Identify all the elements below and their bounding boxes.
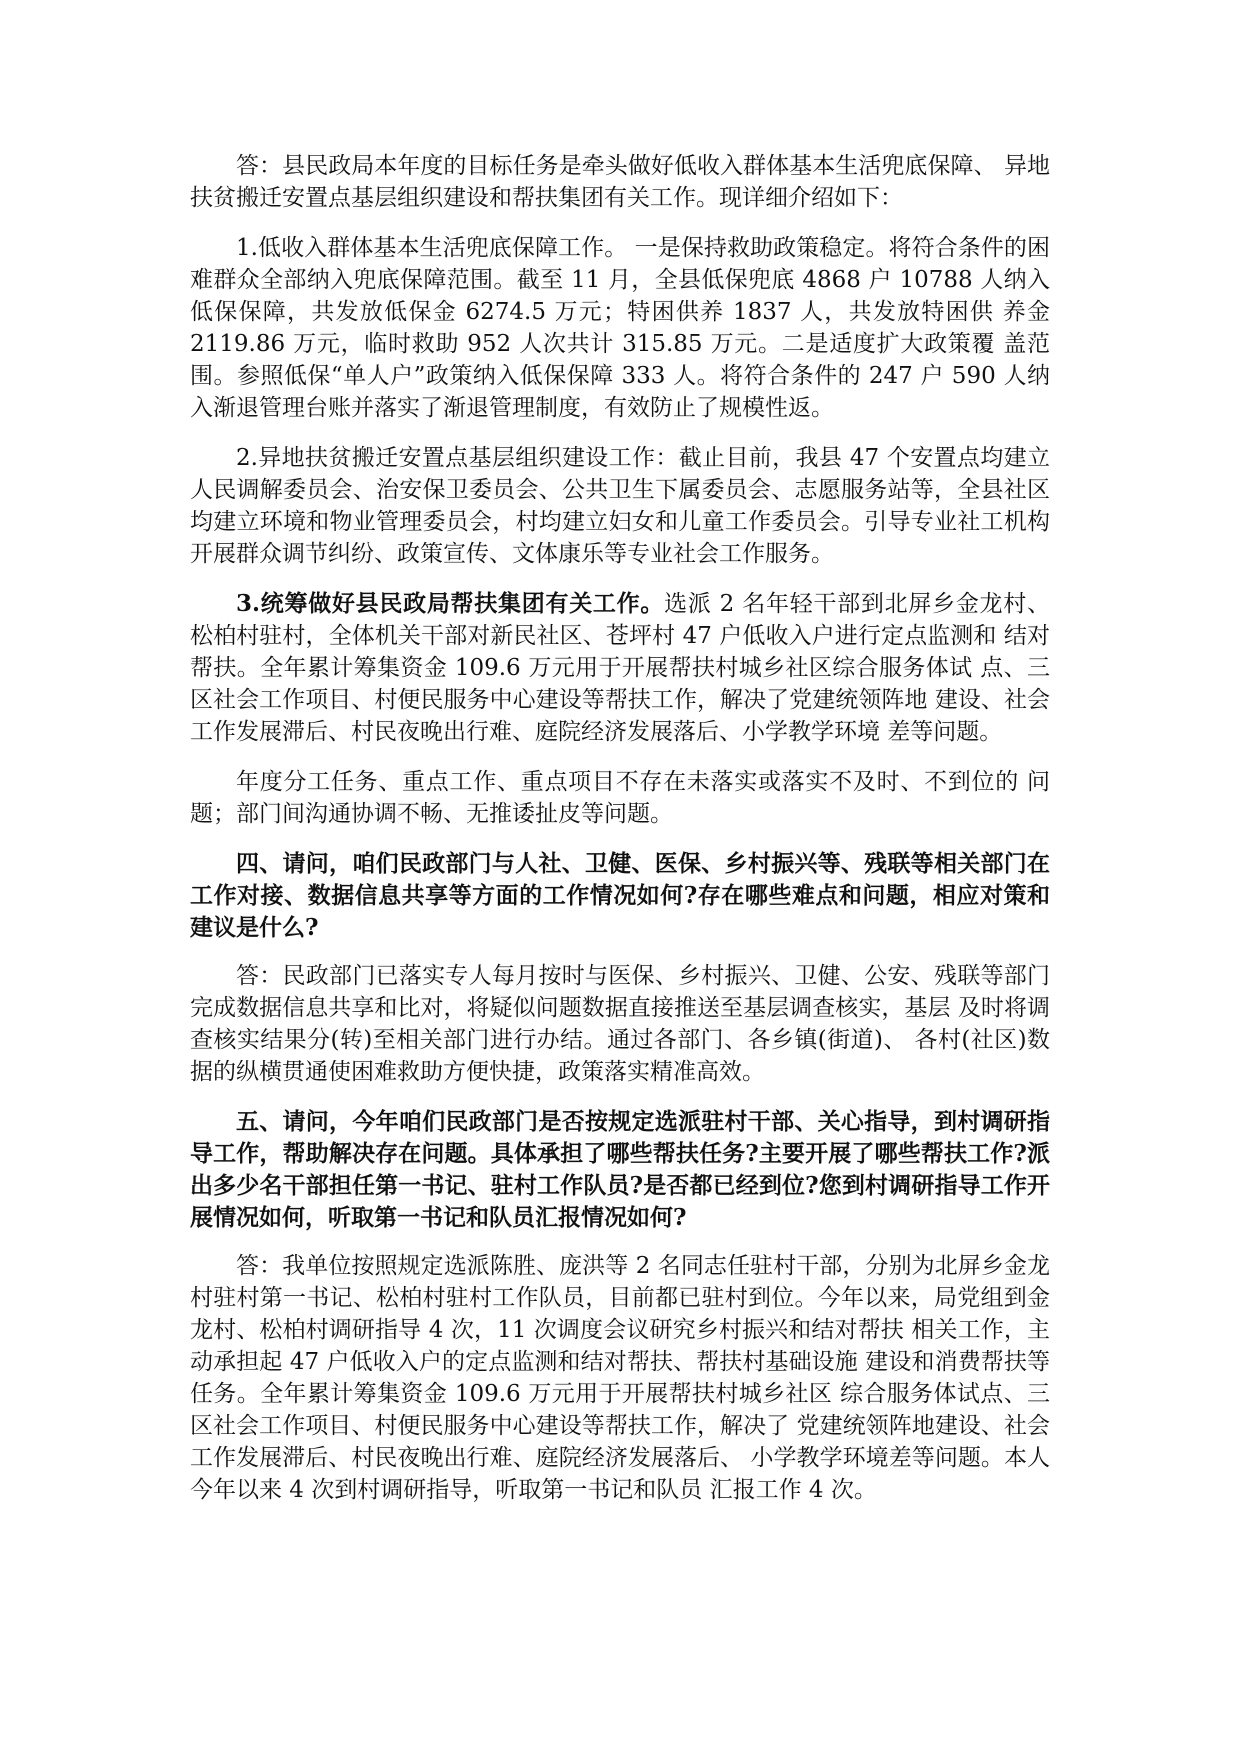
annual-tasks-paragraph: 年度分工任务、重点工作、重点项目不存在未落实或落实不及时、不到位的 问题；部门间沟通协调不畅、无推诿扯皮等问题。 [190, 769, 1050, 827]
document-page [190, 150, 1050, 1524]
section-3-heading: 3.统筹做好县民政局帮扶集团有关工作。 [236, 590, 665, 617]
answer-paragraph-intro: 答：县民政局本年度的目标任务是牵头做好低收入群体基本生活兜底保障、 异地扶贫搬迁安置点基层组织建设和帮扶集团有关工作。现详细介绍如下： [190, 153, 1050, 211]
section-2-relocation-organization: 2.异地扶贫搬迁安置点基层组织建设工作：截止目前，我县 47 个安置点均建立人民调解委员会、治安保卫委员会、公共卫生下属委员会、志愿服务站等，全县社区均建立环境和物业管理委员会，村均建立妇女和儿童工作委员会。引导专业社工机构开展群众调节纠纷、政策宣传、文体康乐等专业社会工作服务。 [190, 445, 1050, 567]
section-1-low-income-guarantee: 1.低收入群体基本生活兜底保障工作。 一是保持救助政策稳定。将符合条件的困难群众全部纳入兜底保障范围。截至 11 月，全县低保兜底 4868 户 10788 人纳入低保保障，共发放低保金 6274.5 万元；特困供养 1837 人，共发放特困供 养金 2119.86 万元，临时救助 952 人次共计 315.85 万元。二是适度扩大政策覆 盖范围。参照低保“单人户”政策纳入低保保障 333 人。将符合条件的 247 户 590 人纳入渐退管理台账并落实了渐退管理制度，有效防止了规模性返。 [190, 235, 1050, 421]
section-3-body: 选派 2 名年轻干部到北屏乡金龙村、 松柏村驻村，全体机关干部对新民社区、苍坪村 47 户低收入户进行定点监测和 结对帮扶。全年累计筹集资金 109.6 万元用于开展帮扶村城乡社区综合服务体试 点、三区社会工作项目、村便民服务中心建设等帮扶工作，解决了党建统领阵地 建设、社会工作发展滞后、村民夜晚出行难、庭院经济发展落后、小学教学环境 差等问题。 [190, 591, 1050, 745]
answer-5: 答：我单位按照规定选派陈胜、庞洪等 2 名同志任驻村干部，分别为北屏乡金龙村驻村第一书记、松柏村驻村工作队员，目前都已驻村到位。今年以来，局党组到金龙村、松柏村调研指导 4 次，11 次调度会议研究乡村振兴和结对帮扶 相关工作，主动承担起 47 户低收入户的定点监测和结对帮扶、帮扶村基础设施 建设和消费帮扶等任务。全年累计筹集资金 109.6 万元用于开展帮扶村城乡社区 综合服务体试点、三区社会工作项目、村便民服务中心建设等帮扶工作，解决了 党建统领阵地建设、社会工作发展滞后、村民夜晚出行难、庭院经济发展落后、 小学教学环境差等问题。本人今年以来 4 次到村调研指导，听取第一书记和队员 汇报工作 4 次。 [190, 1253, 1050, 1503]
question-5: 五、请问，今年咱们民政部门是否按规定选派驻村干部、关心指导，到村调研指导工作，帮助解决存在问题。具体承担了哪些帮扶任务?主要开展了哪些帮扶工作?派出多少名干部担任第一书记、驻村工作队员?是否都已经到位?您到村调研指导工作开展情况如何，听取第一书记和队员汇报情况如何? [190, 1108, 1050, 1231]
question-4: 四、请问，咱们民政部门与人社、卫健、医保、乡村振兴等、残联等相关部门在工作对接、数据信息共享等方面的工作情况如何?存在哪些难点和问题，相应对策和建议是什么? [190, 850, 1050, 941]
answer-4: 答：民政部门已落实专人每月按时与医保、乡村振兴、卫健、公安、残联等部门完成数据信息共享和比对，将疑似问题数据直接推送至基层调查核实，基层 及时将调查核实结果分(转)至相关部门进行办结。通过各部门、各乡镇(街道)、 各村(社区)数据的纵横贯通使困难救助方便快捷，政策落实精准高效。 [190, 963, 1050, 1085]
section-3-assistance-group [190, 588, 1050, 748]
